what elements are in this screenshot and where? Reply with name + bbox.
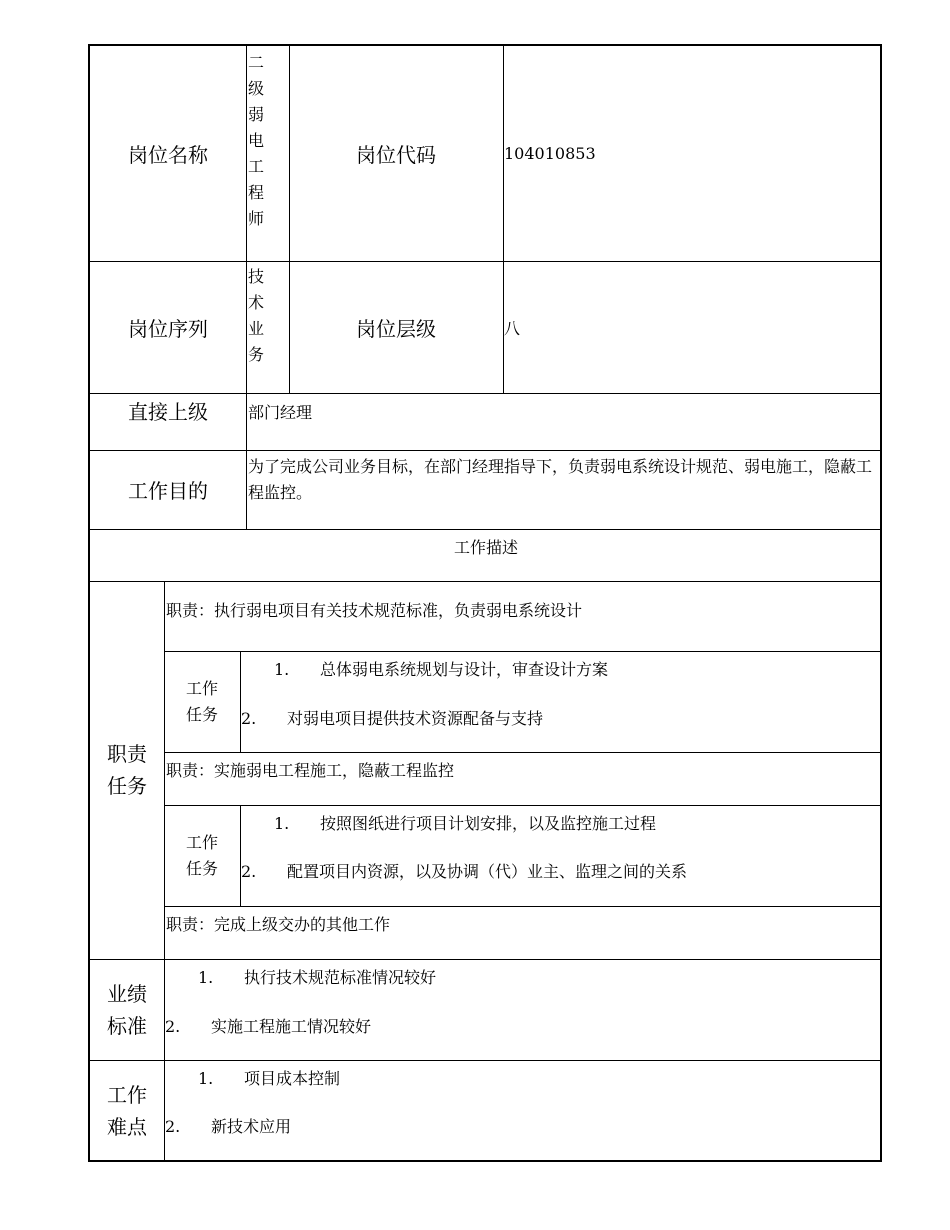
task-label-1: 工作任务 [185, 678, 218, 724]
row-divider [90, 1060, 882, 1061]
post-name-value: 二级弱电工程师 [248, 53, 265, 228]
task-label-2: 工作任务 [185, 832, 218, 878]
task-1-2 [241, 706, 871, 729]
item-text: 实施工程施工情况较好 [211, 1017, 372, 1036]
item-number: 2. [165, 1117, 181, 1136]
difficulties-label-cell [90, 1060, 164, 1162]
row-divider [90, 959, 882, 960]
item-text: 执行技术规范标准情况较好 [244, 968, 437, 987]
item-number: 2. [165, 1017, 181, 1036]
row-divider [90, 529, 882, 530]
post-series-value-cell [248, 264, 288, 392]
col-divider [240, 651, 241, 752]
purpose-label: 工作目的 [128, 479, 208, 503]
item-number: 1. [198, 1069, 214, 1088]
difficulty-item-1 [198, 1066, 858, 1089]
task-label-cell [164, 651, 240, 752]
purpose-value: 为了完成公司业务目标，在部门经理指导下，负责弱电系统设计规范、弱电施工，隐蔽工程监控。 [248, 457, 873, 502]
superior-value: 部门经理 [248, 403, 313, 422]
job-description-table [88, 44, 882, 1162]
superior-label: 直接上级 [128, 400, 208, 424]
task-2-2 [241, 859, 871, 882]
row-divider [164, 906, 882, 907]
post-code-label: 岗位代码 [356, 143, 436, 167]
performance-label-cell [90, 959, 164, 1060]
task-text: 总体弱电系统规划与设计，审查设计方案 [320, 660, 609, 679]
task-2-1 [274, 811, 874, 834]
task-text: 配置项目内资源，以及协调（代）业主、监理之间的关系 [287, 862, 688, 881]
other-duty: 职责：完成上级交办的其他工作 [166, 915, 391, 934]
duties-label: 职责任务 [107, 742, 147, 798]
duty-1: 职责：执行弱电项目有关技术规范标准，负责弱电系统设计 [166, 601, 583, 620]
description-title: 工作描述 [453, 538, 518, 557]
difficulties-label: 工作难点 [107, 1083, 147, 1139]
post-code-value: 104010853 [504, 144, 596, 163]
duty-2: 职责：实施弱电工程施工，隐蔽工程监控 [166, 761, 455, 780]
item-text: 项目成本控制 [244, 1069, 341, 1088]
task-1-1 [274, 657, 874, 680]
row-divider [164, 651, 882, 652]
performance-label: 业绩标准 [107, 981, 147, 1038]
task-number: 2. [241, 862, 257, 881]
performance-item-2 [165, 1014, 865, 1037]
task-text: 按照图纸进行项目计划安排，以及监控施工过程 [320, 814, 657, 833]
post-level-value: 八 [504, 318, 521, 338]
post-name-label: 岗位名称 [128, 143, 208, 167]
performance-item-1 [198, 965, 858, 988]
item-text: 新技术应用 [211, 1117, 292, 1136]
task-label-cell [164, 805, 240, 906]
difficulty-item-2 [165, 1114, 865, 1137]
col-divider [240, 805, 241, 906]
row-divider [90, 581, 882, 582]
col-divider [246, 46, 247, 529]
duties-label-cell [90, 581, 164, 959]
task-text: 对弱电项目提供技术资源配备与支持 [287, 709, 544, 728]
post-series-label: 岗位序列 [128, 316, 208, 341]
task-number: 2. [241, 709, 257, 728]
row-divider [90, 393, 882, 394]
post-name-value-cell [248, 50, 288, 260]
row-divider [164, 805, 882, 806]
task-number: 1. [274, 814, 290, 833]
post-level-label: 岗位层级 [356, 316, 436, 341]
post-series-value: 技术业务 [248, 267, 265, 364]
row-divider [164, 752, 882, 753]
item-number: 1. [198, 968, 214, 987]
task-number: 1. [274, 660, 290, 679]
